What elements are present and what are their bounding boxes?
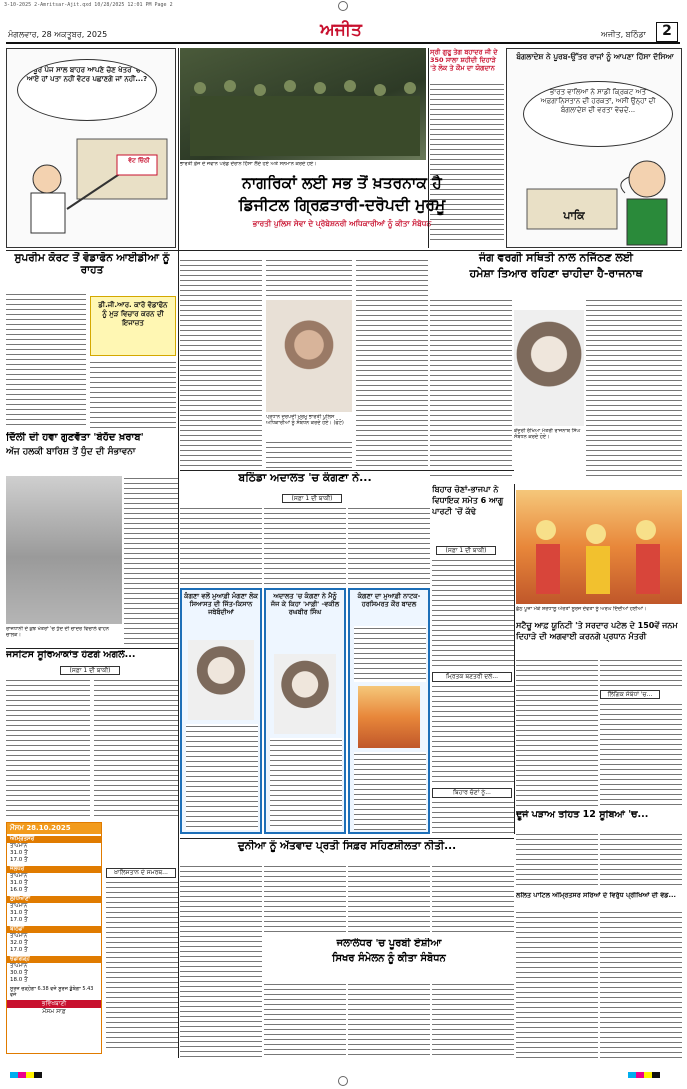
article-body-text: [186, 724, 258, 830]
weather-header: [7, 823, 101, 834]
masthead: [6, 20, 680, 44]
article-body-text: [600, 832, 682, 888]
justice-surya-headline: ਜਸਟਿਸ ਸੂਰਿਆਕਾਂਤ ਹੋਣਗੇ ਅਗਲੇ...: [6, 650, 136, 660]
lalit-headline: ਲਲਿਤ ਪਾਟਿਲ ਅੰਮ੍ਰਿਤਸਰ ਸਰਿਆਂ ਦੇ ਵਿਰੁੱਧ ਪ੍ਰੀਖਿਆਂ ਦੀ ਵੰਡ...: [516, 892, 676, 899]
weather-city: ਅੰਮ੍ਰਿਤਸਰ: [7, 836, 101, 843]
bathinda-headline: ਬਠਿੰਡਾ ਅਦਾਲਤ 'ਚ ਕੰਗਣਾ ਨੇ...: [238, 472, 372, 484]
terror-headline: ਦੁਨੀਆ ਨੂੰ ਅੱਤਵਾਦ ਪ੍ਰਤੀ ਸਿਫ਼ਰ ਸਹਿਣਸ਼ੀਲਤਾ ਨੀਤੀ...: [237, 840, 457, 852]
weather-max: 32.0 ਤੋਂ: [10, 940, 28, 946]
cartoon-sign: ਵੋਟ ਚਿੱਠੀ: [128, 157, 150, 164]
weather-title: ਮੌਸਮ: [10, 824, 24, 832]
weather-city: ਬਠਿੰਡਾ: [7, 926, 101, 933]
registration-mark-icon: [338, 1, 348, 11]
weather-min: 17.0 ਤੋਂ: [10, 947, 28, 953]
weather-city: ਚੰਡੀਗੜ੍ਹ: [7, 956, 101, 963]
bihar-headline: ਬਿਹਾਰ ਚੋਣਾਂ-ਭਾਜਪਾ ਨੇ ਵਿਧਾਇਕ ਸਮੇਤ 6 ਆਗੂ ਪਾਰਟੀ 'ਚੋਂ ਕੱਢੇ: [432, 485, 504, 516]
weather-sun-times: ਸੂਰਜ ਚੜ੍ਹੇਗਾ 6.38 ਵਜੇ ਸੂਰਜ ਡੁੱਬੇਗਾ 5.43 ਵਜੇ: [10, 986, 94, 998]
weather-rows: [7, 836, 101, 984]
article-body-text: [432, 684, 514, 784]
article-body-text: [516, 910, 598, 1058]
top-right-headline: ਸ੍ਰੀ ਗੁਰੂ ਤੇਗ ਬਹਾਦਰ ਜੀ ਦੇ 350 ਸਾਲਾ ਸ਼ਹੀਦੀ ਦਿਹਾੜੇ 'ਤੇ ਲੋਕ ਤੇ ਕੌਮ ਦਾ ਯੋਗਦਾਨ: [430, 48, 498, 72]
weather-city: ਲੁਧਿਆਣਾ: [7, 896, 101, 903]
bihar-header: [432, 484, 514, 544]
dooje-header: [516, 810, 682, 830]
cartoon-heading: ਬੰਗਲਾਦੇਸ਼ ਨੇ ਪੂਰਬ-ਉੱਤਰ ਰਾਜਾਂ ਨੂੰ ਆਪਣਾ ਹਿੱਸਾ ਦੱਸਿਆ: [516, 52, 674, 61]
article-body-text: [516, 832, 598, 888]
weather-max: 31.0 ਤੋਂ: [10, 910, 28, 916]
bathinda-box-right: [348, 588, 430, 834]
newspaper-title: ਅਜੀਤ: [320, 20, 362, 40]
cartoon-speech-bubble: ਪੂਰੇ ਪੰਜ ਸਾਲ ਬਾਹਰ ਆਪਣੇ ਚੋਣ ਖੇਤਰ 'ਚ ਆਏ ਹਾਂ ਪਤਾ ਨਹੀਂ ਵੋਟਰ ਪਛਾਣਗੇ ਜਾਂ ਨਹੀਂ...?: [17, 59, 157, 121]
supreme-court-header: [6, 252, 178, 290]
short-item-bihar-more-box: ਬਿਹਾਰ ਚੋਣਾਂ ਨੂੰ...: [432, 788, 512, 798]
khalistan-small-box: ਖ਼ਾਲਿਸਤਾਨ ਦੇ ਸਮਰਥ...: [106, 868, 176, 878]
jalandhar-headline-line2: ਸਿਖਰ ਸੰਮੇਲਨ ਨੂੰ ਕੀਤਾ ਸੰਬੋਧਨ: [332, 952, 446, 964]
article-body-text: [348, 982, 430, 1058]
justice-surya-header: [6, 650, 178, 664]
section-rule: [180, 470, 514, 471]
article-body-text: [270, 738, 342, 830]
lead-headline-line2: ਡਿਜੀਟਲ ਗ੍ਰਿਫ਼ਤਾਰੀ-ਦਰੋਪਦੀ ਮੁਰਮੂ: [238, 195, 446, 214]
justice-body: [94, 678, 178, 820]
section-rule: [180, 838, 514, 839]
army-photo-caption: ਭਾਰਤੀ ਫ਼ੌਜ ਦੇ ਜਵਾਨ ਪਰੇਡ ਦੌਰਾਨ ਹਿੱਸਾ ਲੈਂਦੇ ਹੋਏ ਅਤੇ ਸਨਮਾਨ ਕਰਦੇ ਹੋਏ।: [180, 161, 317, 167]
lead-story-header: [180, 175, 504, 255]
rajnath-headline-line1: ਜੰਗ ਵਰਗੀ ਸਥਿਤੀ ਨਾਲ ਨਜਿੱਠਣ ਲਈ: [479, 252, 633, 264]
weather-min: 18.0 ਤੋਂ: [10, 977, 28, 983]
jalandhar-header: [264, 938, 514, 978]
bihar-body: [432, 558, 514, 668]
bathinda-jump-label: (ਸਫ਼ਾ 1 ਦੀ ਬਾਕੀ): [282, 494, 342, 503]
registration-mark-icon: [338, 1076, 348, 1086]
weather-max: 30.0 ਤੋਂ: [10, 970, 28, 976]
rajnath-header: [430, 252, 682, 294]
section-rule: [6, 250, 682, 251]
section-rule: [6, 648, 178, 649]
cartoon-drawing: [7, 119, 176, 248]
president-photo: [266, 300, 352, 412]
supreme-court-headline: ਸੁਪਰੀਮ ਕੋਰਟ ਤੋਂ ਵੋਡਾਫੋਨ ਆਈਡੀਆ ਨੂੰ ਰਾਹਤ: [14, 252, 170, 277]
jalandhar-headline-line1: ਜਲਾਲੰਧਰ 'ਚ ਪੂਰਬੀ ਏਸ਼ੀਆ: [336, 938, 442, 949]
short-item-justice-box: ਲਿੰਗਿਕ ਸੰਬੰਧਾਂ 'ਚ...: [600, 690, 660, 699]
harsimrat-photo: [358, 686, 420, 748]
article-body-text: [6, 292, 86, 428]
lead-story-body: [356, 258, 428, 468]
weather-label: ਤਾਪਮਾਨ: [10, 903, 28, 909]
print-color-bar: [628, 1072, 660, 1078]
patel-header: [516, 620, 682, 656]
short-item-wedding-box: ਮ੍ਰਿਤਕ ਬਣਤਰੀ ਦਲੇ...: [432, 672, 512, 682]
army-parade-photo: [180, 48, 426, 160]
delhi-photo-caption: ਰਾਜਧਾਨੀ ਦੇ ਕੁਝ ਖੇਤਰਾਂ 'ਚ ਧੁੰਦ ਦੀ ਚਾਦਰ ਵਿਚਾਲੇ ਵਾਹਨ ਚਾਲਕ।: [6, 626, 109, 638]
weather-label: ਤਾਪਮਾਨ: [10, 843, 28, 849]
dooje-headline: ਦੂਜੇ ਪੜਾਅ ਤਹਿਤ 12 ਸੂਬਿਆਂ 'ਚ...: [516, 810, 649, 820]
farmer-leader-photo: [188, 640, 254, 720]
bathinda-body: [348, 506, 430, 586]
weather-box: [6, 822, 102, 1054]
patel-headline: ਸਟੈਚੂ ਆਫ਼ ਯੂਨਿਟੀ 'ਤੇ ਸਰਦਾਰ ਪਟੇਲ ਦੇ 150ਵੇਂ ਜਨਮ ਦਿਹਾੜੇ ਦੀ ਅਗਵਾਈ ਕਰਨਗੇ ਪ੍ਰਧਾਨ ਮੰਤਰੀ: [516, 621, 678, 641]
lead-story-body: [266, 440, 352, 468]
lalit-header: [516, 892, 682, 906]
article-body-text: [432, 864, 514, 936]
printer-slug: 3-10-2025 2-Amritsar-Ajit.qxd 10/28/2025 12:01 PM Page 2: [4, 2, 173, 8]
weather-max: 31.0 ਤੋਂ: [10, 850, 28, 856]
article-body-text: [180, 864, 262, 1058]
rajnath-photo-caption: ਕੇਂਦਰੀ ਰੱਖਿਆ ਮੰਤਰੀ ਰਾਜਨਾਥ ਸਿੰਘ ਸੰਬੋਧਨ ਕਰਦੇ ਹੋਏ।: [514, 428, 581, 440]
bathinda-box-left: [180, 588, 262, 834]
delhi-fog-photo: [6, 476, 122, 624]
chhath-puja-photo: [516, 490, 682, 604]
rajnath-body: [430, 298, 512, 480]
article-body-text: [600, 910, 682, 1058]
justice-body: [6, 678, 90, 820]
article-body-text: [348, 864, 430, 936]
print-color-bar: [10, 1072, 42, 1078]
weather-label: ਤਾਪਮਾਨ: [10, 933, 28, 939]
column-rule: [428, 48, 429, 248]
weather-max: 31.0 ਤੋਂ: [10, 880, 28, 886]
delhi-air-headline: ਦਿੱਲੀ ਦੀ ਹਵਾ ਗੁਣਵੱਤਾ 'ਬੇਹੱਦ ਖ਼ਰਾਬ': [6, 432, 144, 443]
bathinda-box-right-headline: ਕੰਗਣਾ ਦਾ ਮੁਆਫ਼ੀ ਨਾਟਕ-ਹਰਸਿਮਰਤ ਕੌਰ ਬਾਦਲ: [357, 592, 421, 608]
weather-date: 28.10.2025: [26, 824, 71, 832]
article-body-text: [600, 702, 682, 808]
weather-min: 17.0 ਤੋਂ: [10, 917, 28, 923]
weather-forecast-text: ਮੌਸਮ ਸਾਫ਼: [42, 1008, 66, 1015]
article-body-text: [264, 982, 346, 1058]
lead-story-body: [180, 258, 262, 468]
weather-label: ਤਾਪਮਾਨ: [10, 963, 28, 969]
article-body-text: [90, 360, 176, 428]
article-body-text: [432, 800, 514, 836]
weather-min: 16.0 ਤੋਂ: [10, 887, 28, 893]
article-body-text: [354, 752, 426, 830]
article-body-text: [432, 982, 514, 1058]
column-rule: [514, 484, 515, 834]
weather-forecast-label: ਭਵਿੱਖਬਾਣੀ: [7, 1000, 101, 1008]
lawyer-photo: [274, 654, 336, 734]
lead-headline-line1: ਨਾਗਰਿਕਾਂ ਲਈ ਸਭ ਤੋਂ ਖ਼ਤਰਨਾਕ ਹੈ: [242, 175, 442, 192]
edition-label: ਅਜੀਤ, ਬਠਿੰਡਾ: [600, 30, 646, 39]
lead-story-body: [266, 258, 352, 296]
cartoon-right: [506, 48, 682, 248]
rajnath-photo: [514, 310, 584, 426]
cartoon-desk-label: ਪਾਕਿ: [563, 209, 585, 222]
delhi-air-body: [124, 476, 178, 646]
rajnath-headline-line2: ਹਮੇਸ਼ਾ ਤਿਆਰ ਰਹਿਣਾ ਚਾਹੀਦਾ ਹੈ-ਰਾਜਨਾਥ: [469, 266, 643, 280]
patel-body: [600, 658, 682, 688]
delhi-air-header: [6, 432, 178, 472]
bathinda-box-left-headline: ਕੰਗਣਾ ਵਲੋਂ ਮੁਆਫ਼ੀ ਮੰਗਣਾ ਲੋਕ ਸਿਆਸਤ ਦੀ ਜਿੱਤ-ਕਿਸਾਨ ਜਥੇਬੰਦੀਆਂ: [184, 592, 258, 616]
bathinda-box-mid-headline: ਅਦਾਲਤ 'ਚ ਕੰਗਣਾ ਨੇ ਮੈਨੂੰ ਜੱਜ ਕੇ ਕਿਹਾ 'ਮਾਫ਼ੀ' -ਵਕੀਲ ਰਘਬੀਰ ਸਿੰਘ: [270, 592, 340, 616]
page-number: 2: [656, 22, 678, 42]
supreme-court-sidebar: ਡੀ.ਜੀ.ਆਰ. ਕਾਰੋ ਵੋਡਾਫੋਨ ਨੂੰ ਮੁੜ ਵਿਚਾਰ ਕਰਨ ਦੀ ਇਜਾਜ਼ਤ: [90, 296, 176, 356]
weather-label: ਤਾਪਮਾਨ: [10, 873, 28, 879]
chhath-photo-caption: ਛੱਠ ਪੂਜਾ ਮੌਕੇ ਸ਼ਰਧਾਲੂ ਔਰਤਾਂ ਸੂਰਜ ਦੇਵਤਾ ਨੂੰ ਅਰਘ ਦਿੰਦੀਆਂ ਹੋਈਆਂ।: [516, 606, 647, 612]
cartoon-speech-bubble: ਭਾਰਤ ਵਾਲਿਆਂ ਨੇ ਸਾਡੀ ਕ੍ਰਿਕਟ ਅਤੇ ਅਫ਼ਗਾਨਿਸਤਾਨ ਦੀ ਹਰਕਤਾਂ, ਅਸੀਂ ਉਨ੍ਹਾਂ ਦੀ ਬੰਗਲਾਦੇਸ਼ ਦੀ ਵਰਤਾ ਵੇਚਦੇ...: [523, 81, 673, 147]
justice-jump-label: (ਸਫ਼ਾ 1 ਦੀ ਬਾਕੀ): [60, 666, 120, 675]
president-photo-caption: ਪ੍ਰਧਾਨ ਦਰੋਪਦੀ ਮੁਰਮੂ ਭਾਰਤੀ ਪੁਲਿਸ ਅਧਿਕਾਰੀਆਂ ਨੂੰ ਸੰਬੋਧਨ ਕਰਦੇ ਹੋਏ। (ਫੋਟੋ): [266, 414, 344, 426]
bathinda-header: [180, 472, 430, 494]
lead-subhead: ਭਾਰਤੀ ਪੁਲਿਸ ਸੇਵਾ ਦੇ ਪ੍ਰੋਬੇਸ਼ਨਰੀ ਅਧਿਕਾਰੀਆਂ ਨੂੰ ਕੀਤਾ ਸੰਬੋਧਨ: [252, 218, 432, 228]
date-line: ਮੰਗਲਵਾਰ, 28 ਅਕਤੂਬਰ, 2025: [8, 30, 108, 39]
bathinda-body: [180, 506, 262, 586]
terror-header: [180, 840, 514, 860]
column-rule: [178, 48, 179, 1058]
weather-city: ਜਲੰਧਰ: [7, 866, 101, 873]
cartoon-left: [6, 48, 176, 248]
bathinda-box-mid: [264, 588, 346, 834]
patel-body: [516, 658, 598, 808]
cartoon-drawing: [507, 149, 682, 248]
bathinda-body: [264, 506, 346, 586]
weather-min: 17.0 ਤੋਂ: [10, 857, 28, 863]
delhi-air-subhead: ਅੱਜ ਹਲਕੀ ਬਾਰਿਸ਼ ਤੋਂ ਧੁੰਦ ਦੀ ਸੰਭਾਵਨਾ: [6, 446, 136, 457]
article-body-text: [354, 626, 426, 682]
rajnath-body: [586, 298, 682, 480]
bihar-jump-label: (ਸਫ਼ਾ 1 ਦੀ ਬਾਕੀ): [436, 546, 496, 555]
article-body-text: [106, 880, 178, 1050]
article-body-text: [264, 864, 346, 936]
